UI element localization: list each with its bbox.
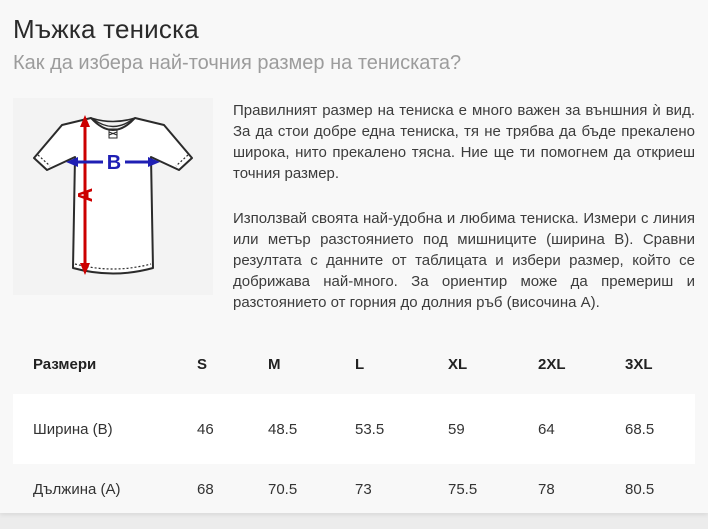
- tshirt-measurement-image: [13, 98, 213, 295]
- table-row-length: [13, 464, 695, 515]
- column-header-sizes: Размери: [33, 355, 97, 373]
- intro-section: [13, 98, 695, 313]
- column-header-l: L: [355, 355, 365, 373]
- cell-value: 59: [448, 420, 465, 438]
- tshirt-diagram-icon: [13, 98, 213, 295]
- cell-value: 68.5: [625, 420, 655, 438]
- intro-text: [233, 98, 695, 313]
- cell-value: 68: [197, 481, 214, 498]
- label-a: A: [75, 187, 97, 203]
- cell-value: 78: [538, 481, 555, 498]
- cell-value: 75.5: [448, 481, 478, 498]
- cell-value: 46: [197, 420, 214, 438]
- intro-paragraph-2: Използвай своята най-удобна и любима тениска. Измери с линия или метър разстоянието под мишниците (ширина B). Сравни резултата с данните от таблицата и избери размер, който се добрижава най-много. За ориентир може да премериш и разстоянието от горния до долния ръб (височина A).: [233, 210, 695, 311]
- column-header-s: S: [197, 355, 208, 373]
- column-header-3xl: 3XL: [625, 355, 653, 373]
- cell-value: 73: [355, 481, 372, 498]
- cell-value: 53.5: [355, 420, 385, 438]
- intro-paragraph-1: Правилният размер на тениска е много важен за външния ѝ вид. За да стои добре една тениска, тя не трябва да бъде прекалено широка, нито прекалено тясна. Ние ще ти помогнем да откриеш точния размер.: [233, 102, 695, 182]
- cell-value: 80.5: [625, 481, 655, 498]
- row-label: Дължина (A): [33, 481, 121, 498]
- size-table-header-row: [13, 334, 695, 394]
- cell-value: 64: [538, 420, 555, 438]
- row-label: Ширина (B): [33, 420, 113, 438]
- label-b: B: [106, 152, 122, 174]
- tshirt-outline: [34, 118, 192, 274]
- table-row-width: [13, 394, 695, 464]
- size-table: [13, 334, 695, 515]
- column-header-xl: XL: [448, 355, 468, 373]
- cell-value: 48.5: [268, 420, 298, 438]
- cell-value: 70.5: [268, 481, 298, 498]
- column-header-2xl: 2XL: [538, 355, 566, 373]
- page-subtitle: Как да избера най-точния размер на тениската?: [13, 52, 462, 74]
- page-title: Мъжка тениска: [13, 14, 199, 44]
- column-header-m: M: [268, 355, 281, 373]
